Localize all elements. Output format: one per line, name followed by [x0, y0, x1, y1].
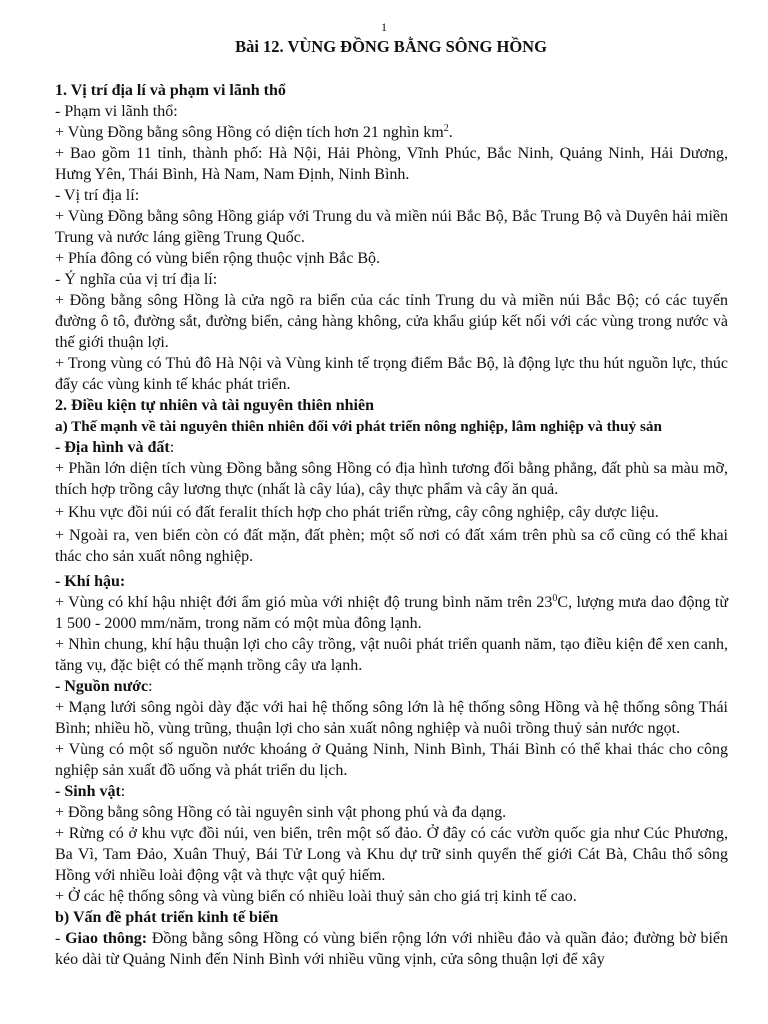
section-2-heading: 2. Điều kiện tự nhiên và tài nguyên thiên nhiên — [55, 397, 374, 414]
terrain-bullet-1: + Phần lớn diện tích vùng Đồng bằng sông Hồng có địa hình tương đối bằng phẳng, đất phù sa màu mỡ, thích hợp trồng cây lương thực (nhất là cây lúa), cây thực phẩm và cây ăn quả. — [55, 460, 728, 498]
bio-bullet-1: + Đồng bằng sông Hồng có tài nguyên sinh vật phong phú và đa dạng. — [55, 804, 507, 821]
section-1-heading: 1. Vị trí địa lí và phạm vi lãnh thổ — [55, 82, 286, 99]
terrain-label-line — [55, 437, 728, 458]
document-title: Bài 12. VÙNG ĐỒNG BẰNG SÔNG HỒNG — [235, 37, 547, 56]
significance-bullet-2: + Trong vùng có Thủ đô Hà Nội và Vùng kinh tế trọng điểm Bắc Bộ, là động lực thu hút nguồn lực, thúc đẩy các vùng kinh tế khác phát triển. — [55, 355, 728, 393]
location-bullet-1: + Vùng Đồng bằng sông Hồng giáp với Trung du và miền núi Bắc Bộ, Bắc Trung Bộ và Duyên hải miền Trung và nước láng giềng Trung Quốc. — [55, 208, 728, 246]
area-paragraph — [55, 122, 728, 143]
bio-bullet-2: + Rừng có ở khu vực đồi núi, ven biển, trên một số đảo. Ở đây có các vườn quốc gia như Cúc Phương, Ba Vì, Tam Đảo, Xuân Thuỷ, Bái Tử Long và Khu dự trữ sinh quyển thế giới Cát Bà, Châu thổ sông Hồng với nhiều loài động vật và thực vật quý hiếm. — [55, 825, 728, 884]
provinces-paragraph: + Bao gồm 11 tỉnh, thành phố: Hà Nội, Hải Phòng, Vĩnh Phúc, Bắc Ninh, Quảng Ninh, Hải Dương, Hưng Yên, Thái Bình, Hà Nam, Nam Định, Ninh Bình. — [55, 145, 728, 183]
bio-label: - Sinh vật — [55, 783, 121, 800]
climate-bullet-1 — [55, 592, 728, 634]
transport-text: Đồng bằng sông Hồng có vùng biển rộng lớn với nhiều đảo và quần đảo; đường bờ biển kéo dài từ Quảng Ninh đến Ninh Bình với nhiều vũng vịnh, cửa sông thuận lợi để xây — [55, 930, 729, 968]
climate-superscript: 0 — [552, 593, 558, 604]
bio-label-line — [55, 781, 728, 802]
location-bullet-2: + Phía đông có vùng biển rộng thuộc vịnh Bắc Bộ. — [55, 250, 380, 267]
transport-label: Giao thông: — [65, 930, 148, 947]
climate-text-a: + Vùng có khí hậu nhiệt đới ẩm gió mùa với nhiệt độ trung bình năm trên 23 — [55, 594, 553, 611]
subsection-b-heading: b) Vấn đề phát triển kinh tế biển — [55, 909, 279, 926]
scope-label: - Phạm vi lãnh thổ: — [55, 103, 178, 120]
transport-prefix: - — [55, 930, 66, 947]
water-label-line — [55, 676, 728, 697]
climate-text-b: C, lượng mưa dao động từ 1 500 - 2000 mm/năm, trong năm có một mùa đông lạnh. — [55, 594, 729, 632]
terrain-bullet-2: + Khu vực đồi núi có đất feralit thích hợp cho phát triển rừng, cây công nghiệp, cây dược liệu. — [55, 504, 659, 521]
water-bullet-1: + Mạng lưới sông ngòi dày đặc với hai hệ thống sông lớn là hệ thống sông Hồng và hệ thống sông Thái Bình; nhiều hồ, vùng trũng, thuận lợi cho sản xuất nông nghiệp và nuôi trồng thuỷ sản nước ngọt. — [55, 699, 728, 737]
terrain-colon: : — [169, 439, 175, 456]
climate-bullet-2: + Nhìn chung, khí hậu thuận lợi cho cây trồng, vật nuôi phát triển quanh năm, tạo điều kiện để xen canh, tăng vụ, đặc biệt có thế mạnh trồng cây ưa lạnh. — [55, 636, 728, 674]
page-number: 1 — [381, 20, 387, 34]
terrain-label: - Địa hình và đất — [55, 439, 170, 456]
location-label: - Vị trí địa lí: — [55, 187, 140, 204]
water-bullet-2: + Vùng có một số nguồn nước khoáng ở Quảng Ninh, Ninh Bình, Thái Bình có thể khai thác cho công nghiệp sản xuất đồ uống và phát triển du lịch. — [55, 741, 728, 779]
area-text: + Vùng Đồng bằng sông Hồng có diện tích hơn 21 nghìn km — [55, 124, 444, 141]
significance-label: - Ý nghĩa của vị trí địa lí: — [55, 271, 218, 288]
area-superscript: 2 — [443, 123, 449, 134]
water-label: - Nguồn nước — [55, 678, 149, 695]
bio-bullet-3: + Ở các hệ thống sông và vùng biển có nhiều loài thuỷ sản cho giá trị kinh tế cao. — [55, 888, 577, 905]
subsection-a-heading: a) Thế mạnh về tài nguyên thiên nhiên đối với phát triển nông nghiệp, lâm nghiệp và thuỷ sản — [55, 418, 662, 435]
climate-label: - Khí hậu: — [55, 573, 126, 590]
transport-paragraph — [55, 928, 728, 970]
water-colon: : — [148, 678, 153, 695]
area-end: . — [448, 124, 453, 141]
terrain-bullet-3: + Ngoài ra, ven biển còn có đất mặn, đất phèn; một số nơi có đất xám trên phù sa cổ cũng có thể khai thác cho sản xuất nông nghiệp. — [55, 527, 728, 565]
document-body — [55, 80, 728, 970]
significance-bullet-1: + Đồng bằng sông Hồng là cửa ngõ ra biển của các tỉnh Trung du và miền núi Bắc Bộ; có các tuyến đường ô tô, đường sắt, đường biển, cảng hàng không, cửa khẩu giúp kết nối với các vùng trong nước và thế giới thuận lợi. — [55, 292, 728, 351]
bio-colon: : — [120, 783, 126, 800]
